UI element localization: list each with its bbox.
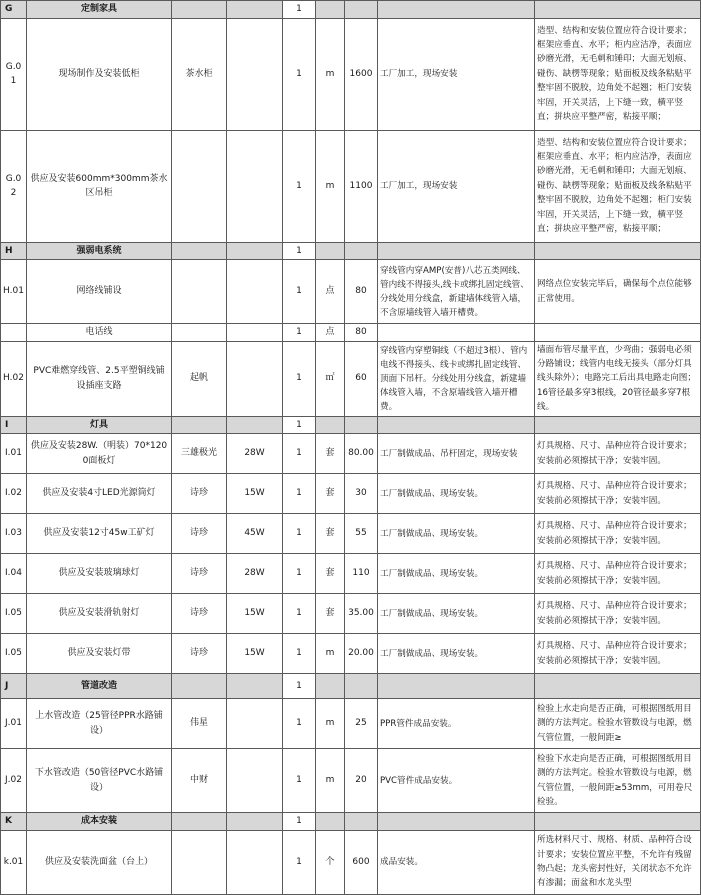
table-row xyxy=(1,18,701,130)
item-requirement: 造型、结构和安装位置应符合设计要求；框架应垂直、水平；柜内应洁净，表面应砂磨光滑，无毛刺和锤印；大面无划痕、碰伤、缺楞等现象；贴面板及线条粘贴平整牢固不脱胶，边角处不起翘；柜门安装牢固，开关灵活，上下缝一致，横平竖直；拼块应平整严密，粘接平顺； xyxy=(535,130,701,242)
item-brand: 起帆 xyxy=(172,341,227,416)
item-qty: 1 xyxy=(283,18,316,130)
item-price: 20 xyxy=(345,749,378,813)
section-title: 成本安装 xyxy=(27,813,172,831)
item-spec: 15W xyxy=(227,634,283,674)
item-construction: 工厂制做成品、现场安装。 xyxy=(378,554,535,594)
item-name: 供应及安装600mm*300mm茶水区吊柜 xyxy=(27,130,172,242)
section-qty: 1 xyxy=(283,674,316,699)
item-spec: 45W xyxy=(227,514,283,554)
item-brand: 三雄极光 xyxy=(172,434,227,474)
item-construction: 穿线管内穿AMP(安普)八芯五类网线、管内线不得接头,线卡或绑扎固定线管、分线处用分线盒，新建墙体线管入墙，不含原墙线管入墙开槽费。 xyxy=(378,260,535,324)
item-code: H.01 xyxy=(1,260,27,324)
item-code: I.05 xyxy=(1,634,27,674)
item-unit: 套 xyxy=(316,514,345,554)
section-title: 管道改造 xyxy=(27,674,172,699)
section-qty: 1 xyxy=(283,813,316,831)
item-construction: 工厂加工，现场安装 xyxy=(378,18,535,130)
item-unit: 套 xyxy=(316,434,345,474)
item-unit: m xyxy=(316,130,345,242)
item-code xyxy=(1,324,27,342)
item-name: 供应及安装4寸LED光源筒灯 xyxy=(27,474,172,514)
item-name: 上水管改造（25管径PPR水路铺设） xyxy=(27,699,172,749)
item-price: 1100 xyxy=(345,130,378,242)
table-row xyxy=(1,514,701,554)
section-header-h xyxy=(1,242,701,260)
table-row xyxy=(1,474,701,514)
item-brand: 诗珍 xyxy=(172,474,227,514)
item-unit: 套 xyxy=(316,594,345,634)
item-qty: 1 xyxy=(283,554,316,594)
section-title: 灯具 xyxy=(27,416,172,434)
item-code: J.02 xyxy=(1,749,27,813)
item-code: H.02 xyxy=(1,341,27,416)
item-code: I.04 xyxy=(1,554,27,594)
item-construction: 工厂制做成品、现场安装。 xyxy=(378,514,535,554)
item-spec xyxy=(227,699,283,749)
section-qty: 1 xyxy=(283,416,316,434)
item-spec xyxy=(227,749,283,813)
item-construction xyxy=(378,324,535,342)
table-row xyxy=(1,699,701,749)
item-spec xyxy=(227,18,283,130)
item-construction: 成品安装。 xyxy=(378,830,535,894)
item-requirement: 灯具规格、尺寸、品种应符合设计要求；安装前必须擦拭干净；安装牢固。 xyxy=(535,474,701,514)
section-qty: 1 xyxy=(283,242,316,260)
item-spec xyxy=(227,830,283,894)
item-code: J.01 xyxy=(1,699,27,749)
item-name: 电话线 xyxy=(27,324,172,342)
item-requirement: 灯具规格、尺寸、品种应符合设计要求；安装前必须擦拭干净；安装牢固。 xyxy=(535,434,701,474)
item-unit: m xyxy=(316,634,345,674)
item-construction: PVC管件成品安装。 xyxy=(378,749,535,813)
item-qty: 1 xyxy=(283,341,316,416)
item-spec xyxy=(227,324,283,342)
item-qty: 1 xyxy=(283,434,316,474)
item-brand: 诗珍 xyxy=(172,514,227,554)
item-requirement: 检验下水走向是否正确，可根据图纸用目测的方法判定。检验水管数设与电源，燃气管位置，一般间距≥53mm，可用卷尺检验。 xyxy=(535,749,701,813)
item-spec xyxy=(227,130,283,242)
section-code: K xyxy=(1,813,27,831)
item-spec: 28W xyxy=(227,554,283,594)
item-unit: m xyxy=(316,699,345,749)
item-requirement: 所选材料尺寸、规格、材质、品种符合设计要求；安装位置应平整，不允许有残留物凸起；龙头密封性好，关闭状态不允许有渗漏；面盆和水龙头型 xyxy=(535,830,701,894)
item-price: 80.00 xyxy=(345,434,378,474)
table-row xyxy=(1,434,701,474)
item-brand xyxy=(172,260,227,324)
item-construction: 工厂制做成品、现场安装。 xyxy=(378,474,535,514)
item-brand: 中财 xyxy=(172,749,227,813)
item-price: 80 xyxy=(345,324,378,342)
item-name: 网络线铺设 xyxy=(27,260,172,324)
item-requirement: 造型、结构和安装位置应符合设计要求；框架应垂直、水平；柜内应洁净，表面应砂磨光滑，无毛刺和锤印；大面无划痕、碰伤、缺楞等现象；贴面板及线条粘贴平整牢固不脱胶，边角处不起翘；柜门安装牢固，开关灵活，上下缝一致，横平竖直；拼块应平整严密，粘接平顺； xyxy=(535,18,701,130)
table-row xyxy=(1,130,701,242)
item-code: I.02 xyxy=(1,474,27,514)
item-price: 35.00 xyxy=(345,594,378,634)
item-spec: 28W xyxy=(227,434,283,474)
item-name: 现场制作及安装低柜 xyxy=(27,18,172,130)
item-code: I.03 xyxy=(1,514,27,554)
item-name: 供应及安装玻璃球灯 xyxy=(27,554,172,594)
item-unit: 点 xyxy=(316,324,345,342)
item-unit: 套 xyxy=(316,554,345,594)
item-brand: 诗珍 xyxy=(172,634,227,674)
item-unit: m xyxy=(316,18,345,130)
item-requirement: 灯具规格、尺寸、品种应符合设计要求；安装前必须擦拭干净；安装牢固。 xyxy=(535,554,701,594)
section-title: 强弱电系统 xyxy=(27,242,172,260)
item-spec: 15W xyxy=(227,594,283,634)
item-qty: 1 xyxy=(283,260,316,324)
item-code: I.05 xyxy=(1,594,27,634)
item-qty: 1 xyxy=(283,749,316,813)
item-brand: 诗珍 xyxy=(172,554,227,594)
item-construction: 工厂加工，现场安装 xyxy=(378,130,535,242)
item-price: 55 xyxy=(345,514,378,554)
section-title: 定制家具 xyxy=(27,1,172,19)
item-brand: 诗珍 xyxy=(172,594,227,634)
section-code: I xyxy=(1,416,27,434)
item-name: 供应及安装滑轨射灯 xyxy=(27,594,172,634)
item-name: PVC难燃穿线管、2.5平塑铜线铺设插座支路 xyxy=(27,341,172,416)
item-requirement: 灯具规格、尺寸、品种应符合设计要求；安装前必须擦拭干净；安装牢固。 xyxy=(535,514,701,554)
item-price: 110 xyxy=(345,554,378,594)
item-construction: 穿线管内穿塑铜线（不超过3根）、管内电线不得接头、线卡或绑扎固定线管、顶面下吊杆。分线处用分线盒，新建墙体线管入墙，不含原墙线管入墙开槽费。 xyxy=(378,341,535,416)
item-spec xyxy=(227,341,283,416)
item-unit: ㎡ xyxy=(316,341,345,416)
section-qty: 1 xyxy=(283,1,316,19)
item-unit: 点 xyxy=(316,260,345,324)
table-row xyxy=(1,260,701,324)
item-qty: 1 xyxy=(283,130,316,242)
item-price: 600 xyxy=(345,830,378,894)
section-header-g xyxy=(1,1,701,19)
item-requirement: 网络点位安装完毕后，确保每个点位能够正常使用。 xyxy=(535,260,701,324)
section-header-k xyxy=(1,813,701,831)
item-brand xyxy=(172,324,227,342)
item-requirement xyxy=(535,324,701,342)
item-unit: m xyxy=(316,749,345,813)
item-name: 下水管改造（50管径PVC水路铺设） xyxy=(27,749,172,813)
item-qty: 1 xyxy=(283,830,316,894)
item-name: 供应及安装28W.（明装）70*1200面板灯 xyxy=(27,434,172,474)
item-price: 60 xyxy=(345,341,378,416)
item-price: 80 xyxy=(345,260,378,324)
item-qty: 1 xyxy=(283,474,316,514)
item-brand: 茶水柜 xyxy=(172,18,227,130)
item-price: 20.00 xyxy=(345,634,378,674)
table-row xyxy=(1,554,701,594)
item-brand xyxy=(172,130,227,242)
item-brand xyxy=(172,830,227,894)
item-price: 30 xyxy=(345,474,378,514)
item-code: G.01 xyxy=(1,18,27,130)
item-name: 供应及安装洗面盆（台上） xyxy=(27,830,172,894)
item-unit: 个 xyxy=(316,830,345,894)
item-construction: 工厂制做成品、吊杆固定，现场安装 xyxy=(378,434,535,474)
item-name: 供应及安装12寸45w工矿灯 xyxy=(27,514,172,554)
item-requirement: 墙面布管尽量平直，少弯曲；强弱电必须分路铺设；线管内电线无接头（部分灯具线头除外）；电路完工后出具电路走向图；16管径最多穿3根线，20管径最多穿7根线。 xyxy=(535,341,701,416)
item-qty: 1 xyxy=(283,324,316,342)
section-code: H xyxy=(1,242,27,260)
table-row xyxy=(1,634,701,674)
section-header-i xyxy=(1,416,701,434)
item-requirement: 检验上水走向是否正确，可根据图纸用目测的方法判定。检验水管数设与电源，燃气管位置，一般间距≥ xyxy=(535,699,701,749)
item-name: 供应及安装灯带 xyxy=(27,634,172,674)
table-row xyxy=(1,594,701,634)
item-unit: 套 xyxy=(316,474,345,514)
section-header-j xyxy=(1,674,701,699)
table-row xyxy=(1,341,701,416)
table-row xyxy=(1,324,701,342)
table-row xyxy=(1,749,701,813)
item-construction: 工厂制做成品、现场安装。 xyxy=(378,594,535,634)
item-qty: 1 xyxy=(283,514,316,554)
item-construction: PPR管件成品安装。 xyxy=(378,699,535,749)
item-brand: 伟星 xyxy=(172,699,227,749)
item-qty: 1 xyxy=(283,594,316,634)
item-requirement: 灯具规格、尺寸、品种应符合设计要求；安装前必须擦拭干净；安装牢固。 xyxy=(535,634,701,674)
section-code: J xyxy=(1,674,27,699)
item-code: I.01 xyxy=(1,434,27,474)
item-requirement: 灯具规格、尺寸、品种应符合设计要求；安装前必须擦拭干净；安装牢固。 xyxy=(535,594,701,634)
table-row xyxy=(1,830,701,894)
item-price: 1600 xyxy=(345,18,378,130)
section-code: G xyxy=(1,1,27,19)
item-price: 25 xyxy=(345,699,378,749)
item-code: G.02 xyxy=(1,130,27,242)
item-qty: 1 xyxy=(283,699,316,749)
item-spec xyxy=(227,260,283,324)
item-qty: 1 xyxy=(283,634,316,674)
item-spec: 15W xyxy=(227,474,283,514)
item-construction: 工厂制做成品、现场安装。 xyxy=(378,634,535,674)
item-code: k.01 xyxy=(1,830,27,894)
